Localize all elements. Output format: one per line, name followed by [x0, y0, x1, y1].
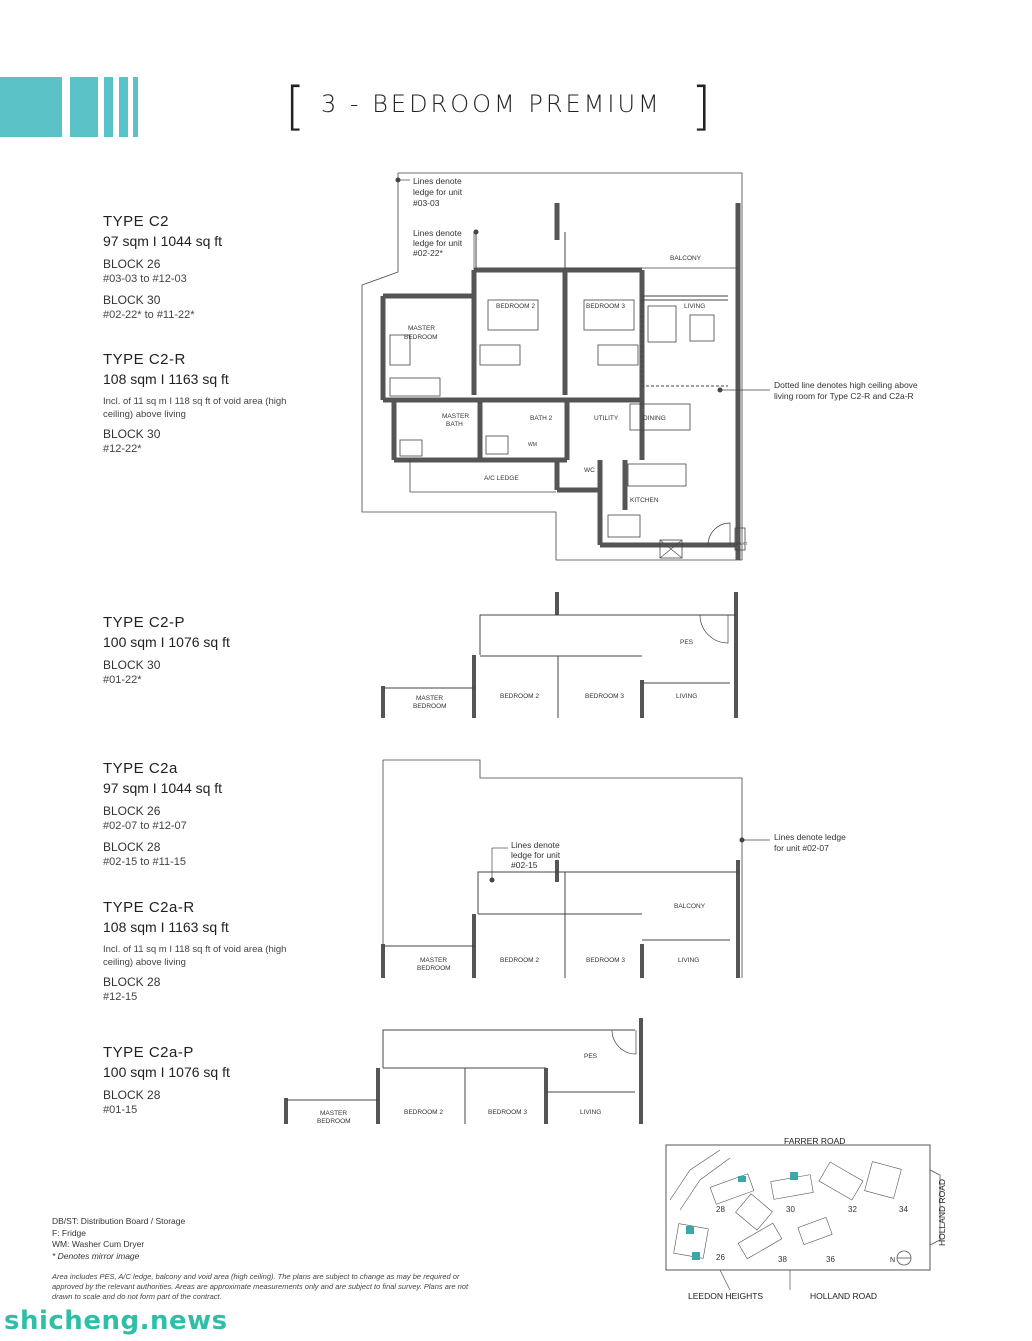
room-label: BEDROOM 3	[586, 303, 626, 310]
type-c2a-info	[103, 759, 333, 876]
void-note: Incl. of 11 sq m I 118 sq ft of void area (high ceiling) above living	[103, 944, 287, 968]
room-label: BEDROOM 3	[488, 1109, 528, 1116]
legend-item: F: Fridge	[52, 1227, 87, 1238]
block-number: 36	[826, 1255, 835, 1264]
block-label: BLOCK 28	[103, 1088, 161, 1102]
unit-range: #01-15	[103, 1104, 138, 1116]
room-label: WM	[528, 442, 537, 448]
room-label: LIVING	[678, 957, 700, 964]
room-label: MASTER	[416, 695, 444, 702]
title-bracket-close: ]	[691, 77, 712, 137]
block-label: BLOCK 28	[103, 840, 161, 854]
room-label: BALCONY	[670, 255, 702, 262]
legend-item: * Denotes mirror image	[52, 1250, 140, 1261]
unit-range: #12-15	[103, 991, 138, 1003]
block-number: 38	[778, 1255, 787, 1264]
room-label: UTILITY	[594, 415, 619, 422]
block-number: 32	[848, 1205, 857, 1214]
legend	[52, 1216, 185, 1262]
block-label: BLOCK 26	[103, 804, 161, 818]
type-c2r-info	[103, 350, 333, 463]
road-label: HOLLAND ROAD	[810, 1291, 878, 1301]
type-name: TYPE C2a-P	[103, 1044, 194, 1061]
type-size: 97 sqm I 1044 sq ft	[103, 780, 223, 796]
room-label: BEDROOM 2	[404, 1109, 444, 1116]
legend-item: DB/ST: Distribution Board / Storage	[52, 1216, 186, 1226]
room-label: DB/ST	[736, 541, 748, 546]
block-label: BLOCK 30	[103, 427, 161, 441]
unit-range: #02-22* to #11-22*	[103, 309, 195, 321]
room-label: DINING	[643, 415, 666, 422]
type-c2ar-info	[103, 898, 333, 1011]
disclaimer: Area includes PES, A/C ledge, balcony and void area (high ceiling). The plans are subject to change as may be required or approved by the relevant authorities. Areas are approximate measurements only and are subject to final survey. Plans are not drawn to scale and do not form part of the contract.	[52, 1272, 469, 1301]
callout-line: ledge for unit	[413, 238, 463, 248]
unit-range: #02-07 to #12-07	[103, 820, 187, 832]
unit-range: #03-03 to #12-03	[103, 273, 187, 285]
accent-bar	[0, 77, 62, 137]
block-number: 26	[716, 1253, 725, 1262]
room-label: WC	[584, 467, 595, 474]
room-label: BEDROOM	[317, 1118, 351, 1125]
title-bracket-open: [	[285, 77, 306, 137]
callout-line: ledge for unit	[511, 850, 561, 860]
unit-range: #01-22*	[103, 674, 142, 686]
type-size: 108 sqm I 1163 sq ft	[103, 371, 229, 387]
room-label: BATH 2	[530, 415, 553, 422]
floor-plan-c2	[340, 168, 940, 578]
type-c2p-info	[103, 613, 333, 694]
legend-item: WM: Washer Cum Dryer	[52, 1239, 145, 1249]
type-name: TYPE C2-R	[103, 351, 186, 368]
floor-plan-c2p	[378, 588, 748, 723]
road-label: LEEDON HEIGHTS	[688, 1291, 764, 1301]
type-name: TYPE C2	[103, 213, 170, 230]
callout-line: Lines denote	[511, 840, 560, 850]
callout-line: Lines denote	[413, 176, 462, 186]
watermark: shicheng.news	[4, 1306, 228, 1336]
type-size: 100 sqm I 1076 sq ft	[103, 634, 230, 650]
unit-range: #12-22*	[103, 443, 142, 455]
type-size: 100 sqm I 1076 sq ft	[103, 1064, 230, 1080]
room-label: MASTER	[320, 1110, 348, 1117]
room-label: PES	[680, 639, 694, 646]
callout-line: #02-15	[511, 860, 538, 870]
room-label: KITCHEN	[630, 497, 659, 504]
void-note: Incl. of 11 sq m I 118 sq ft of void area (high ceiling) above living	[103, 396, 287, 420]
floor-plan-c2a	[378, 754, 888, 982]
room-label: MASTER	[420, 957, 448, 964]
room-label: BALCONY	[674, 903, 706, 910]
accent-bar	[104, 77, 113, 137]
callout-line: Lines denote	[413, 228, 462, 238]
room-label: BEDROOM	[417, 965, 451, 972]
unit-range: #02-15 to #11-15	[103, 856, 186, 868]
page-title	[285, 78, 715, 138]
block-label: BLOCK 30	[103, 658, 161, 672]
callout-line: #03-03	[413, 198, 440, 208]
room-label: PES	[584, 1053, 598, 1060]
block-label: BLOCK 28	[103, 975, 161, 989]
room-label: MASTER	[408, 325, 436, 332]
room-label: BEDROOM 3	[585, 693, 625, 700]
callout-line: for unit #02-07	[774, 843, 829, 853]
room-label: LIVING	[676, 693, 698, 700]
room-label: LIVING	[580, 1109, 602, 1116]
block-number: 34	[899, 1205, 908, 1214]
room-label: BEDROOM 2	[500, 693, 540, 700]
type-name: TYPE C2a-R	[103, 899, 195, 916]
floor-plan-c2ap	[282, 1012, 652, 1127]
block-number: 30	[786, 1205, 795, 1214]
callout-line: Lines denote ledge	[774, 832, 846, 842]
room-label: A/C LEDGE	[484, 475, 519, 482]
callout-line: ledge for unit	[413, 187, 463, 197]
room-label: LIVING	[684, 303, 706, 310]
block-number: 28	[716, 1205, 725, 1214]
room-label: BEDROOM 3	[586, 957, 626, 964]
room-label: BEDROOM	[404, 334, 438, 341]
callout-line: #02-22*	[413, 248, 443, 258]
type-size: 108 sqm I 1163 sq ft	[103, 919, 229, 935]
block-label: BLOCK 26	[103, 257, 161, 271]
road-label: HOLLAND ROAD	[937, 1178, 947, 1246]
type-size: 97 sqm I 1044 sq ft	[103, 233, 223, 249]
room-label: MASTER	[442, 413, 470, 420]
accent-bar	[119, 77, 128, 137]
block-label: BLOCK 30	[103, 293, 161, 307]
callout-line: Dotted line denotes high ceiling above	[774, 380, 918, 390]
room-label: BEDROOM	[413, 703, 447, 710]
room-label: BATH	[446, 421, 463, 428]
room-label: BEDROOM 2	[500, 957, 540, 964]
road-label: FARRER ROAD	[784, 1136, 846, 1146]
site-map	[660, 1132, 960, 1307]
north-arrow: N	[890, 1257, 896, 1264]
type-c2-info	[103, 212, 333, 329]
room-label: BEDROOM 2	[496, 303, 536, 310]
accent-bar	[70, 77, 98, 137]
title-text: 3 - BEDROOM PREMIUM	[321, 90, 662, 118]
callout-line: living room for Type C2-R and C2a-R	[774, 391, 914, 401]
accent-bar	[133, 77, 138, 137]
type-name: TYPE C2-P	[103, 614, 186, 631]
type-name: TYPE C2a	[103, 760, 178, 777]
